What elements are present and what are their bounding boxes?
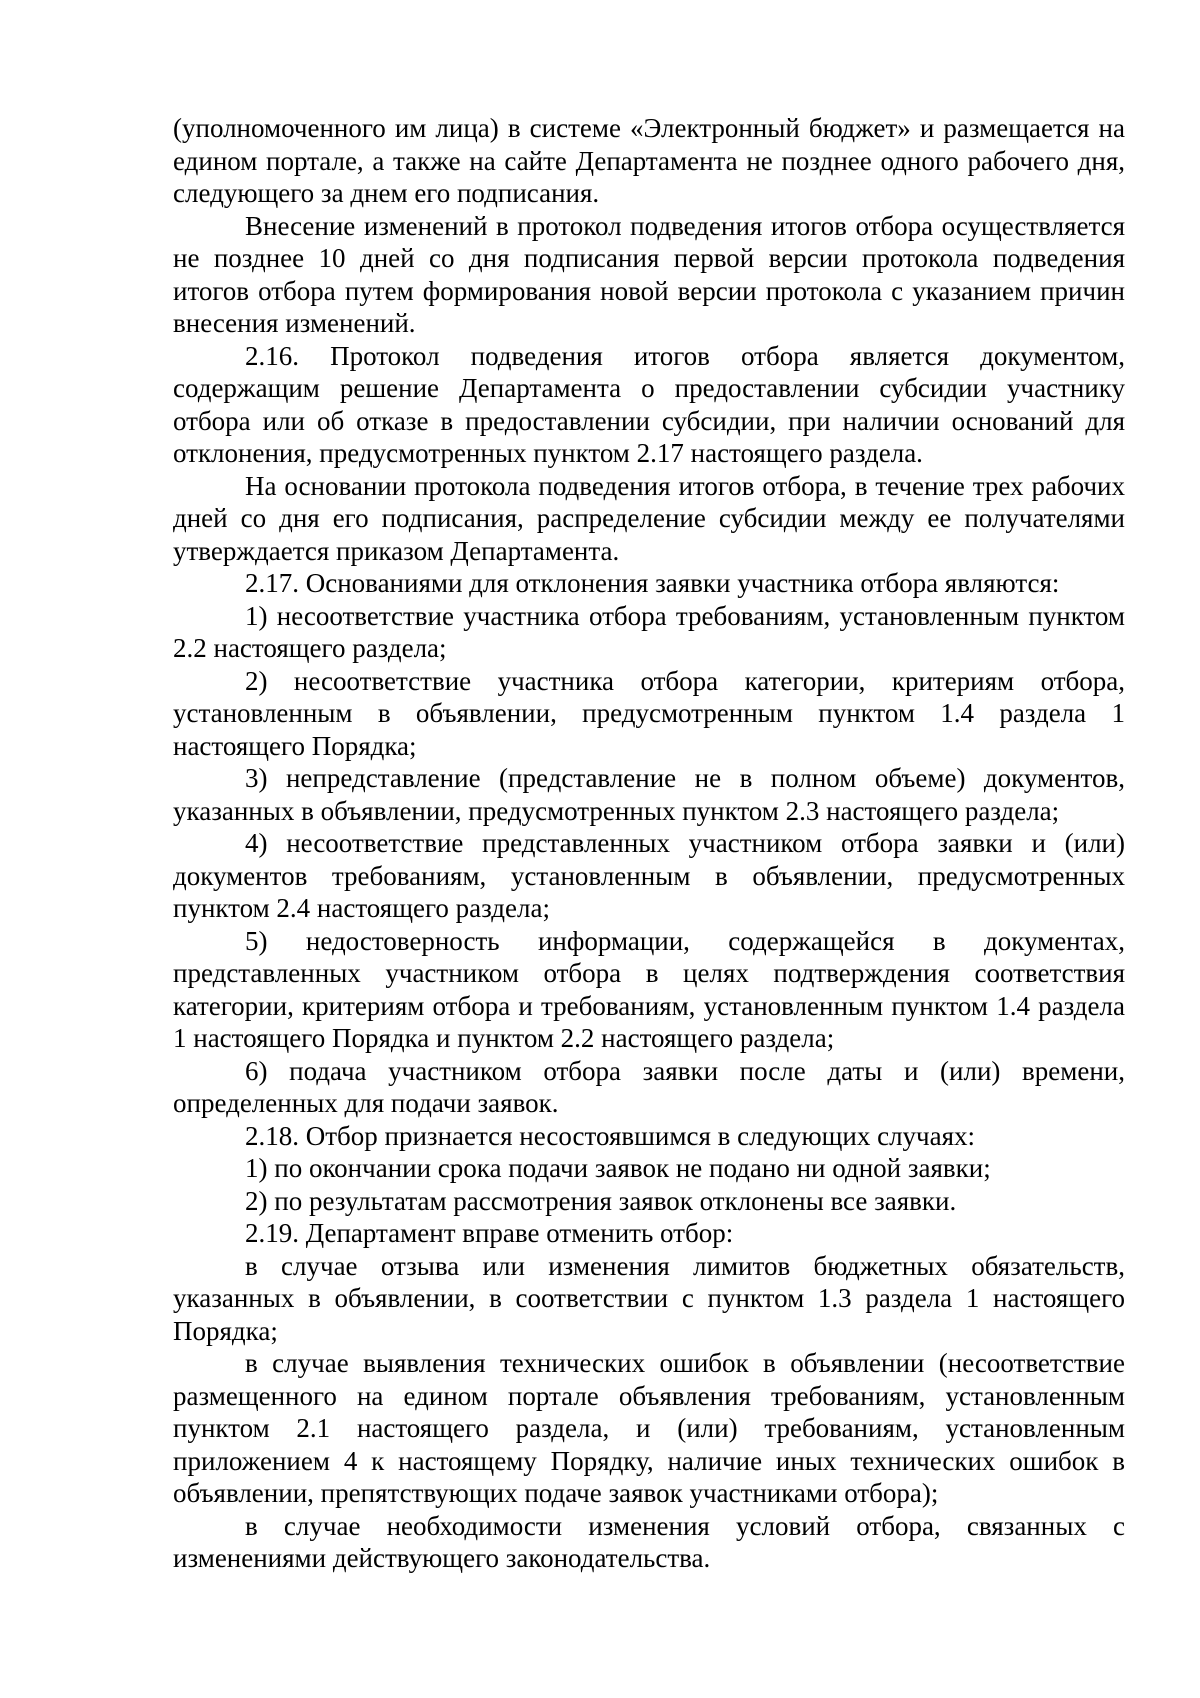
paragraph-continuation: (уполномоченного им лица) в системе «Электронный бюджет» и размещается на едином портале, а также на сайте Департамента не позднее одного рабочего дня, следующего за днем его подписания.	[173, 113, 1125, 208]
list-item-2-17-5: 5) недостоверность информации, содержащейся в документах, представленных участником отбора в целях подтверждения соответствия категории, критериям отбора и требованиям, установленным пунктом 1.4 раздела 1 настоящего Порядка и пунктом 2.2 настоящего раздела;	[173, 925, 1125, 1053]
list-item-2-19-b: в случае выявления технических ошибок в объявлении (несоответствие размещенного на едином портале объявления требованиям, установленным пунктом 2.1 настоящего раздела, и (или) требованиям, установленным приложением 4 к настоящему Порядку, наличие иных технических ошибок в объявлении, препятствующих подаче заявок участниками отбора);	[173, 1348, 1125, 1508]
list-item-2-17-6: 6) подача участником отбора заявки после даты и (или) времени, определенных для подачи заявок.	[173, 1055, 1125, 1118]
paragraph-2-17: 2.17. Основаниями для отклонения заявки участника отбора являются:	[245, 568, 1060, 598]
list-item-2-19-c: в случае необходимости изменения условий отбора, связанных с изменениями действующего законодательства.	[173, 1510, 1125, 1573]
list-item-2-18-1: 1) по окончании срока подачи заявок не подано ни одной заявки;	[245, 1153, 991, 1183]
list-item-2-17-4: 4) несоответствие представленных участником отбора заявки и (или) документов требованиям, установленным в объявлении, предусмотренных пунктом 2.4 настоящего раздела;	[173, 828, 1125, 923]
list-item-2-17-2: 2) несоответствие участника отбора категории, критериям отбора, установленным в объявлении, предусмотренным пунктом 1.4 раздела 1 настоящего Порядка;	[173, 665, 1125, 761]
paragraph-2-19: 2.19. Департамент вправе отменить отбор:	[245, 1218, 734, 1248]
list-item-2-18-2: 2) по результатам рассмотрения заявок отклонены все заявки.	[245, 1185, 957, 1216]
list-item-2-17-3: 3) непредставление (представление не в полном объеме) документов, указанных в объявлении, предусмотренных пунктом 2.3 настоящего раздела;	[173, 763, 1125, 826]
paragraph-protocol-changes: Внесение изменений в протокол подведения итогов отбора осуществляется не позднее 10 дней со дня подписания первой версии протокола подведения итогов отбора путем формирования новой версии протокола с указанием причин внесения изменений.	[173, 210, 1125, 338]
paragraph-2-18: 2.18. Отбор признается несостоявшимся в следующих случаях:	[245, 1120, 976, 1151]
paragraph-2-16: 2.16. Протокол подведения итогов отбора является документом, содержащим решение Департамента о предоставлении субсидии участнику отбора или об отказе в предоставлении субсидии, при наличии оснований для отклонения, предусмотренных пунктом 2.17 настоящего раздела.	[173, 340, 1125, 468]
list-item-2-17-1: 1) несоответствие участника отбора требованиям, установленным пунктом 2.2 настоящего раздела;	[173, 600, 1125, 663]
list-item-2-19-a: в случае отзыва или изменения лимитов бюджетных обязательств, указанных в объявлении, в соответствии с пунктом 1.3 раздела 1 настоящего Порядка;	[173, 1250, 1125, 1346]
document-page	[173, 112, 1125, 1575]
paragraph-distribution: На основании протокола подведения итогов отбора, в течение трех рабочих дней со дня его подписания, распределение субсидии между ее получателями утверждается приказом Департамента.	[173, 470, 1125, 566]
